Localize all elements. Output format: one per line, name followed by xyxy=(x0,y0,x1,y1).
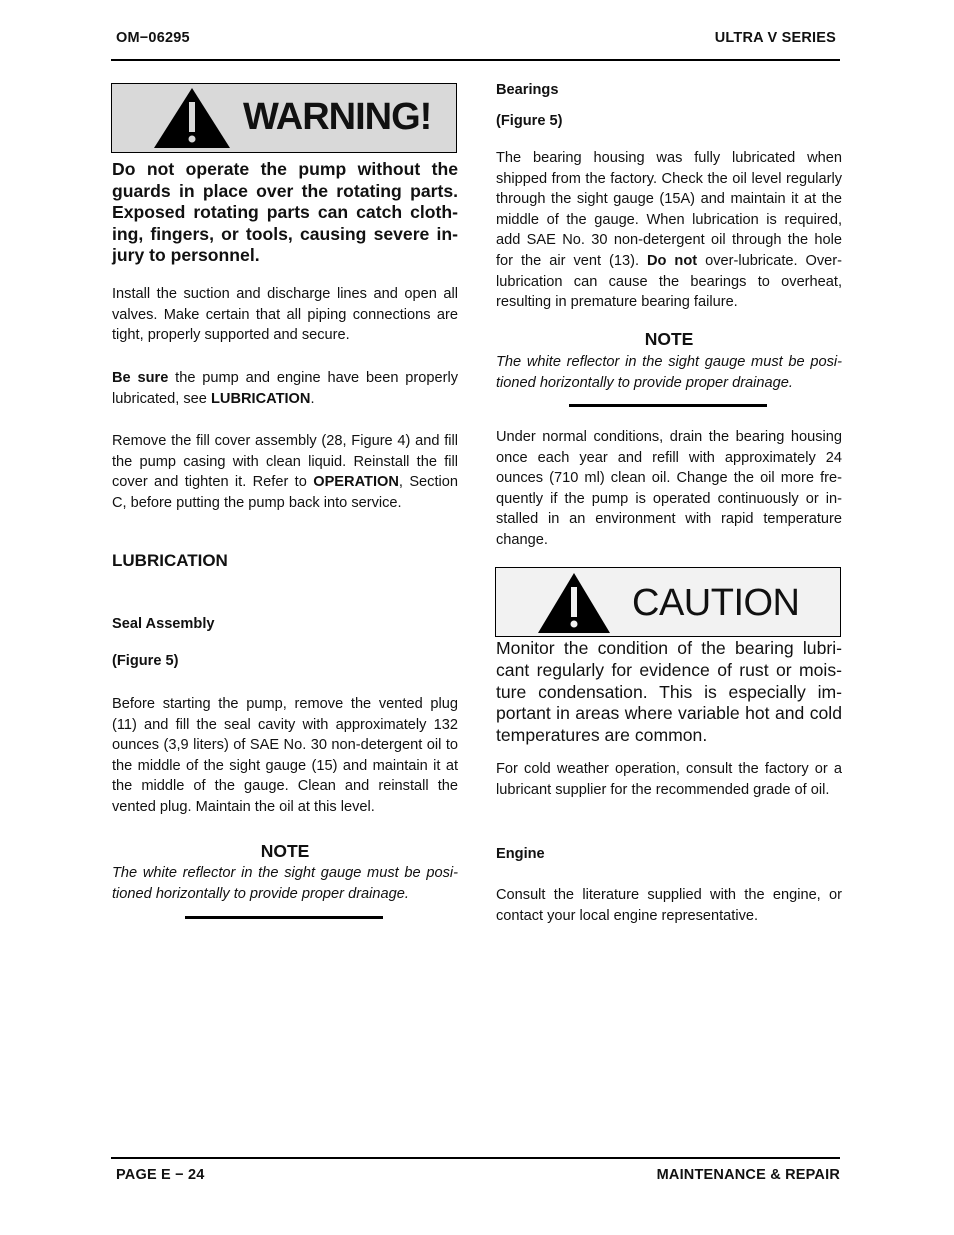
remove-text-pre: Remove the fill cover assembly (28, Figure 4) and fill the pump casing with clean liquid. Reinstall the fill cover and tighten it. Refer to xyxy=(112,433,458,491)
warning-box xyxy=(111,83,457,153)
drain-paragraph: Under normal conditions, drain the bearing housing once each year and refill with approximately 24 ounces (710 ml) clean oil. Change the oil more frequently if the pump is operated continuously or installed in an environment with rapid temperature change. xyxy=(496,429,842,548)
be-sure-paragraph xyxy=(112,368,458,409)
seal-figure-reference: (Figure 5) xyxy=(112,653,179,669)
doc-number: OM−06295 xyxy=(116,30,190,46)
engine-paragraph: Consult the literature supplied with the engine, or contact your local engine representative. xyxy=(496,887,842,924)
caution-text: Monitor the condition of the bearing lubricant regularly for evidence of rust or moisture condensation. This is especially important in areas where variable hot and cold temperatures are common. xyxy=(496,638,842,746)
lubrication-reference: LUBRICATION xyxy=(210,390,311,407)
seal-paragraph: Before starting the pump, remove the vented plug (11) and fill the seal cavity with approximately 132 ounces (3,9 liters) of SAE No. 30 non-detergent oil to the middle of the sight gauge (15) and maintain it at the middle of the gauge. Clean and reinstall the vented plug. Maintain the oil at this level. xyxy=(112,696,458,815)
bearings-paragraph xyxy=(496,148,842,313)
operation-reference: OPERATION xyxy=(313,474,399,491)
be-sure-text: the pump and engine have been properly lubricated, see xyxy=(112,370,458,407)
lubrication-heading: LUBRICATION xyxy=(112,551,228,570)
left-note-title: NOTE xyxy=(260,841,310,861)
be-sure-emphasis: Be sure xyxy=(112,370,169,386)
bearings-text-pre: The bearing housing was fully lubricated when shipped from the factory. Check the oil level regularly through the sight gauge (15A) and maintain it at the middle of the gauge. When lubrication is required, add SAE No. 30 non-detergent oil through the hole for the air vent (13). xyxy=(496,150,842,269)
be-sure-end: . xyxy=(310,390,315,407)
remove-fill-cover-paragraph xyxy=(112,431,458,513)
do-not-emphasis: Do not xyxy=(646,252,698,269)
bearings-figure-reference: (Figure 5) xyxy=(496,113,563,129)
left-note-text: The white reflector in the sight gauge must be positioned horizontally to provide proper drainage. xyxy=(112,865,458,902)
series-title: ULTRA V SERIES xyxy=(714,30,836,46)
warning-label: WARNING! xyxy=(243,96,432,138)
warning-triangle-icon xyxy=(152,86,232,150)
bearings-text-post: over-lubricate. Over-lubrication can cause the bearings to overheat, resulting in premature bearing failure. xyxy=(496,252,843,311)
right-note-text: The white reflector in the sight gauge must be positioned horizontally to provide proper drainage. xyxy=(496,354,842,391)
install-paragraph: Install the suction and discharge lines and open all valves. Make certain that all piping connections are tight, properly supported and secure. xyxy=(112,286,458,344)
header-rule xyxy=(111,59,840,61)
caution-triangle-icon xyxy=(537,572,611,634)
remove-text-post: , Section C, before putting the pump back into service. xyxy=(112,474,458,511)
caution-box xyxy=(495,567,841,637)
engine-heading: Engine xyxy=(496,846,545,862)
page-number: PAGE E − 24 xyxy=(116,1167,205,1183)
bearings-heading: Bearings xyxy=(496,82,559,98)
warning-text: Do not operate the pump without the guards in place over the rotating parts. Exposed rotating parts can catch clothing, fingers, or tools, causing severe injury to personnel. xyxy=(112,159,458,266)
caution-label: CAUTION xyxy=(632,582,800,624)
right-note-rule xyxy=(569,404,767,407)
cold-weather-paragraph: For cold weather operation, consult the factory or a lubricant supplier for the recommended grade of oil. xyxy=(496,761,842,798)
left-note-rule xyxy=(185,916,383,919)
right-note-title: NOTE xyxy=(644,329,694,349)
seal-assembly-heading: Seal Assembly xyxy=(112,616,215,632)
section-title: MAINTENANCE & REPAIR xyxy=(656,1167,840,1183)
footer-rule xyxy=(111,1157,840,1159)
